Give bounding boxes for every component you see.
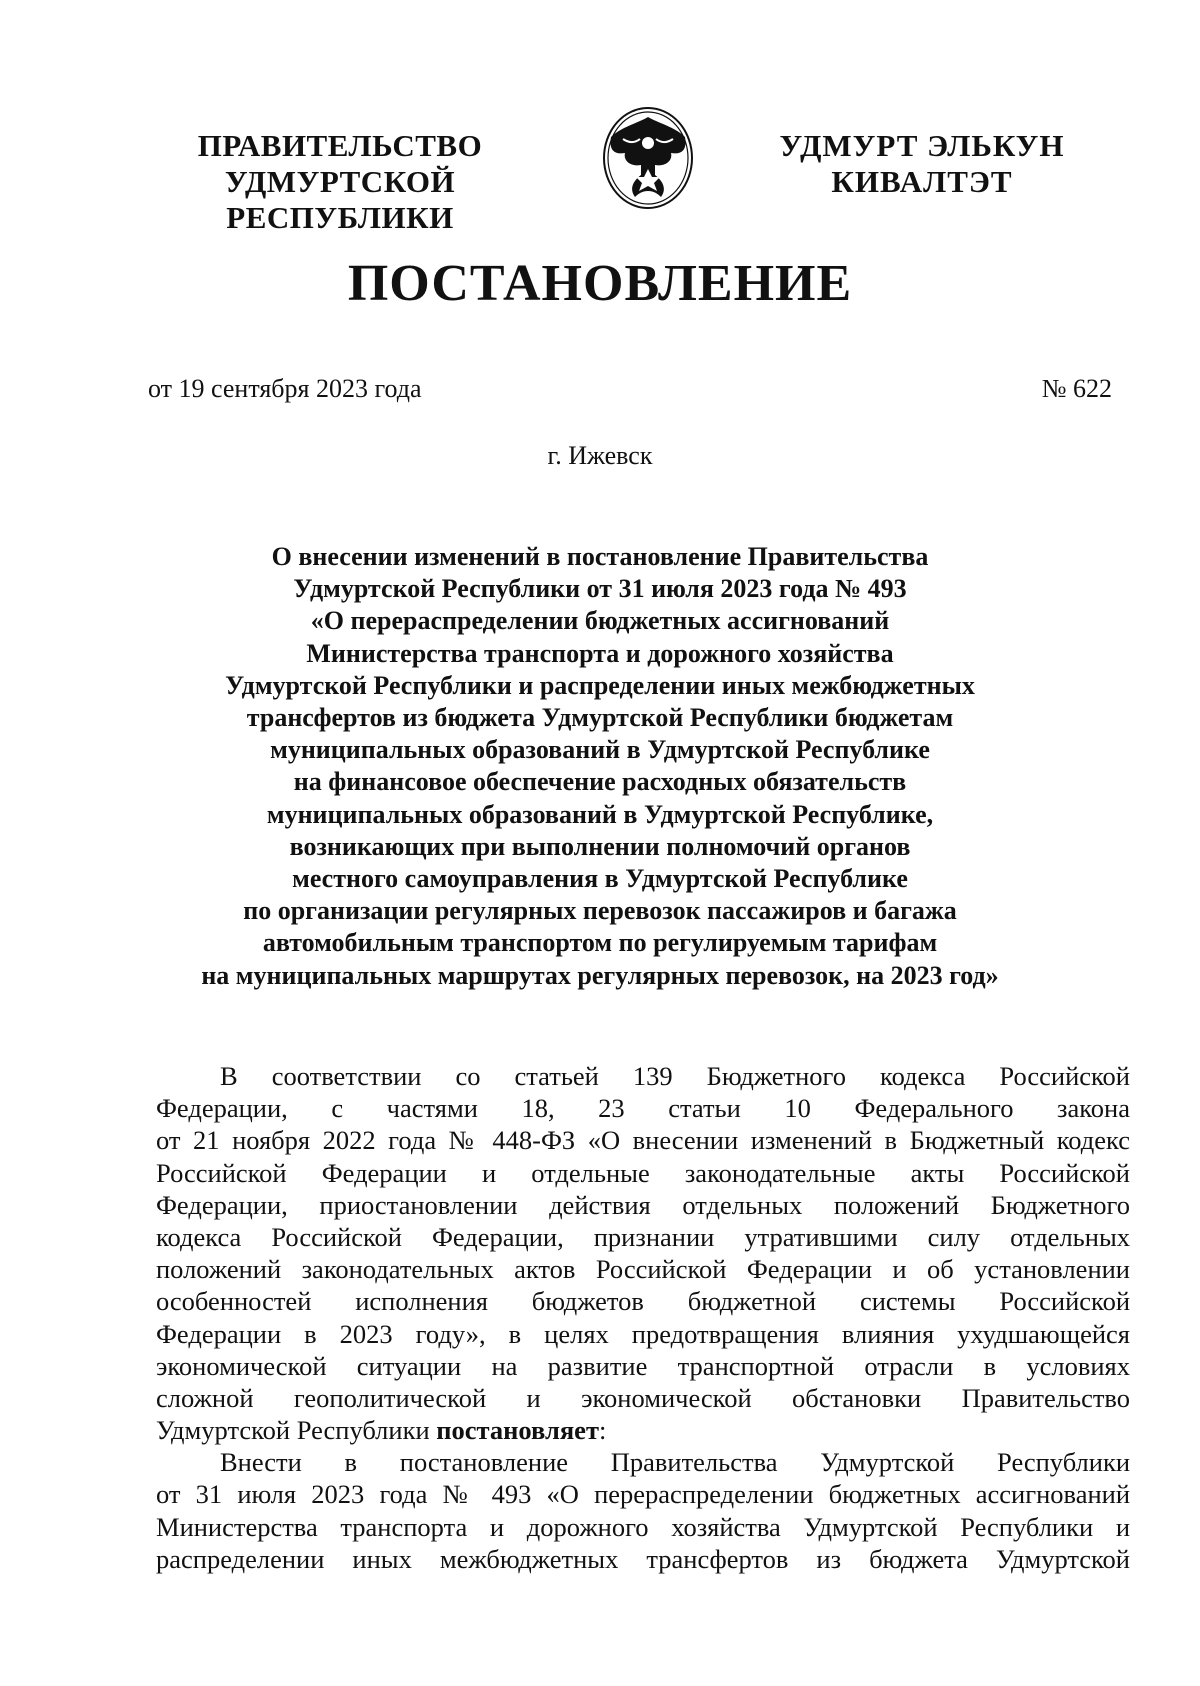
title-line: муниципальных образований в Удмуртской Республике — [270, 735, 930, 765]
resolves-keyword: постановляет — [436, 1415, 599, 1446]
document-title — [150, 541, 1050, 992]
title-line: по организации регулярных перевозок пассажиров и багажа — [243, 896, 957, 926]
body-line: от 31 июля 2023 года № 493 «О перераспределении бюджетных ассигнований — [156, 1479, 1130, 1510]
document-body — [156, 1060, 1130, 1575]
body-line: от 21 ноября 2022 года № 448-ФЗ «О внесении изменений в Бюджетный кодекс — [156, 1125, 1130, 1156]
title-line: возникающих при выполнении полномочий органов — [289, 831, 911, 861]
body-line: Федерации, приостановлении действия отдельных положений Бюджетного — [156, 1189, 1130, 1220]
body-line: Федерации, с частями 18, 23 статьи 10 Федерального закона — [156, 1093, 1130, 1124]
title-line: О внесении изменений в постановление Правительства — [271, 542, 929, 571]
title-line: автомобильным транспортом по регулируемым тарифам — [262, 928, 938, 958]
body-line: положений законодательных актов Российской Федерации и об установлении — [156, 1254, 1130, 1285]
body-line: Российской Федерации и отдельные законодательные акты Российской — [156, 1157, 1130, 1188]
issuer-name-russian — [120, 128, 560, 236]
body-line: В соответствии со статьей 139 Бюджетного кодекса Российской — [220, 1061, 1130, 1091]
issuer-russian-line-2: УДМУРТСКОЙ РЕСПУБЛИКИ — [224, 164, 456, 235]
document-city: г. Ижевск — [547, 441, 653, 470]
resolves-prefix: Удмуртской Республики — [156, 1415, 437, 1446]
resolves-suffix: : — [598, 1415, 607, 1446]
body-line: сложной геополитической и экономической обстановки Правительство — [156, 1382, 1130, 1413]
title-line: муниципальных образований в Удмуртской Республике, — [266, 799, 934, 829]
document-type-heading: ПОСТАНОВЛЕНИЕ — [347, 255, 853, 312]
issuer-name-udmurt — [762, 128, 1082, 200]
udmurt-coat-of-arms-icon — [593, 103, 703, 213]
issuer-udmurt-line-2: КИВАЛТЭТ — [831, 164, 1013, 199]
body-line: Министерства транспорта и дорожного хозяйства Удмуртской Республики и — [156, 1511, 1130, 1542]
document-date: от 19 сентября 2023 года — [148, 374, 422, 403]
title-line: Министерства транспорта и дорожного хозяйства — [306, 638, 894, 668]
title-line: трансфертов из бюджета Удмуртской Республики бюджетам — [246, 703, 954, 733]
title-line: Удмуртской Республики и распределении иных межбюджетных — [225, 670, 975, 700]
issuer-russian-line-1: ПРАВИТЕЛЬСТВО — [197, 128, 483, 163]
title-line: Удмуртской Республики от 31 июля 2023 года № 493 — [293, 574, 907, 604]
paragraph-amendment — [156, 1446, 1130, 1575]
document-number: № 622 — [1041, 374, 1112, 403]
body-line: экономической ситуации на развитие транспортной отрасли в условиях — [156, 1350, 1130, 1381]
body-line: распределении иных межбюджетных трансфертов из бюджета Удмуртской — [156, 1543, 1130, 1574]
body-line: Федерации в 2023 году», в целях предотвращения влияния ухудшающейся — [156, 1318, 1130, 1349]
body-line: кодекса Российской Федерации, признании утратившими силу отдельных — [156, 1221, 1130, 1252]
body-line: Внести в постановление Правительства Удмуртской Республики — [220, 1447, 1130, 1478]
title-line: на финансовое обеспечение расходных обязательств — [293, 767, 907, 797]
body-line-resolves — [156, 1414, 1130, 1446]
paragraph-preamble — [156, 1060, 1130, 1446]
title-line: местного самоуправления в Удмуртской Республике — [292, 864, 908, 894]
title-line: на муниципальных маршрутах регулярных перевозок, на 2023 год» — [201, 960, 999, 990]
title-line: «О перераспределении бюджетных ассигнований — [310, 606, 890, 636]
body-line: особенностей исполнения бюджетов бюджетной системы Российской — [156, 1286, 1130, 1317]
issuer-udmurt-line-1: УДМУРТ ЭЛЬКУН — [779, 128, 1065, 163]
